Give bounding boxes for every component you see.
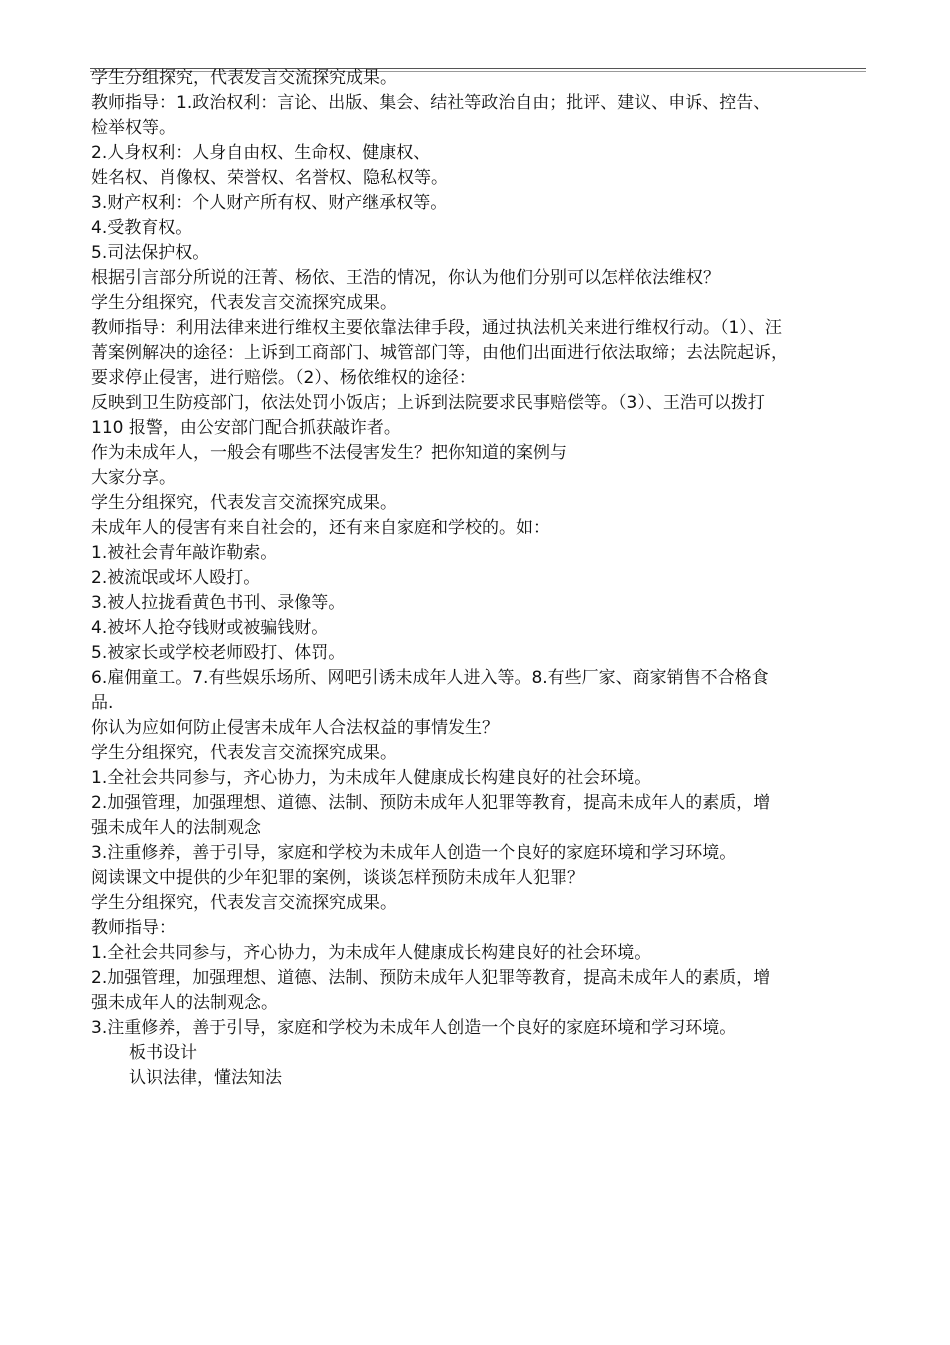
text-line: 品. bbox=[91, 693, 114, 713]
text-line: 姓名权、肖像权、荣誉权、名誉权、隐私权等。 bbox=[91, 168, 448, 188]
text-line: 5.被家长或学校老师殴打、体罚。 bbox=[91, 643, 346, 663]
text-line: 菁案例解决的途径：上诉到工商部门、城管部门等，由他们出面进行依法取缔；去法院起诉， bbox=[91, 343, 788, 363]
document-body bbox=[91, 66, 871, 1091]
text-line: 根据引言部分所说的汪菁、杨依、王浩的情况，你认为他们分别可以怎样依法维权？ bbox=[91, 268, 720, 288]
text-line: 教师指导：利用法律来进行维权主要依靠法律手段，通过执法机关来进行维权行动。（1）、汪 bbox=[91, 318, 782, 338]
text-line: 强未成年人的法制观念。 bbox=[91, 993, 278, 1013]
text-line: 3.注重修养，善于引导，家庭和学校为未成年人创造一个良好的家庭环境和学习环境。 bbox=[91, 843, 737, 863]
text-line: 4.被坏人抢夺钱财或被骗钱财。 bbox=[91, 618, 329, 638]
text-line: 3.财产权利：个人财产所有权、财产继承权等。 bbox=[91, 193, 448, 213]
text-line: 强未成年人的法制观念 bbox=[91, 818, 261, 838]
text-line: 学生分组探究，代表发言交流探究成果。 bbox=[91, 293, 397, 313]
text-line: 2.被流氓或坏人殴打。 bbox=[91, 568, 261, 588]
text-line: 3.被人拉拢看黄色书刊、录像等。 bbox=[91, 593, 346, 613]
text-line: 2.加强管理，加强理想、道德、法制、预防未成年人犯罪等教育，提高未成年人的素质，增 bbox=[91, 793, 771, 813]
text-line: 学生分组探究，代表发言交流探究成果。 bbox=[91, 893, 397, 913]
text-line: 2.人身权利：人身自由权、生命权、健康权、 bbox=[91, 143, 431, 163]
text-line: 学生分组探究，代表发言交流探究成果。 bbox=[91, 743, 397, 763]
text-line: 大家分享。 bbox=[91, 468, 176, 488]
text-line: 1.全社会共同参与，齐心协力，为未成年人健康成长构建良好的社会环境。 bbox=[91, 768, 652, 788]
text-line: 检举权等。 bbox=[91, 118, 176, 138]
text-line: 学生分组探究，代表发言交流探究成果。 bbox=[91, 493, 397, 513]
text-line: 你认为应如何防止侵害未成年人合法权益的事情发生？ bbox=[91, 718, 499, 738]
text-line: 作为未成年人，一般会有哪些不法侵害发生？把你知道的案例与 bbox=[91, 443, 567, 463]
text-line: 学生分组探究，代表发言交流探究成果。 bbox=[91, 68, 397, 88]
text-line: 110 报警，由公安部门配合抓获敲诈者。 bbox=[91, 418, 401, 438]
text-line: 要求停止侵害，进行赔偿。（2）、杨依维权的途径： bbox=[91, 368, 476, 388]
text-line: 教师指导：1.政治权利：言论、出版、集会、结社等政治自由；批评、建议、申诉、控告、 bbox=[91, 93, 771, 113]
text-line: 阅读课文中提供的少年犯罪的案例，谈谈怎样预防未成年人犯罪？ bbox=[91, 868, 584, 888]
text-line: 2.加强管理，加强理想、道德、法制、预防未成年人犯罪等教育，提高未成年人的素质，增 bbox=[91, 968, 771, 988]
text-line: 1.全社会共同参与，齐心协力，为未成年人健康成长构建良好的社会环境。 bbox=[91, 943, 652, 963]
board-design-title: 认识法律，懂法知法 bbox=[129, 1068, 282, 1088]
text-line: 反映到卫生防疫部门，依法处罚小饭店；上诉到法院要求民事赔偿等。（3）、王浩可以拨打 bbox=[91, 393, 765, 413]
board-design-heading: 板书设计 bbox=[129, 1043, 197, 1063]
text-line: 5.司法保护权。 bbox=[91, 243, 210, 263]
text-line: 教师指导： bbox=[91, 918, 176, 938]
text-line: 6.雇佣童工。7.有些娱乐场所、网吧引诱未成年人进入等。8.有些厂家、商家销售不合格食 bbox=[91, 668, 769, 688]
text-line: 4.受教育权。 bbox=[91, 218, 193, 238]
text-line: 未成年人的侵害有来自社会的，还有来自家庭和学校的。如： bbox=[91, 518, 550, 538]
text-line: 1.被社会青年敲诈勒索。 bbox=[91, 543, 278, 563]
text-line: 3.注重修养，善于引导，家庭和学校为未成年人创造一个良好的家庭环境和学习环境。 bbox=[91, 1018, 737, 1038]
